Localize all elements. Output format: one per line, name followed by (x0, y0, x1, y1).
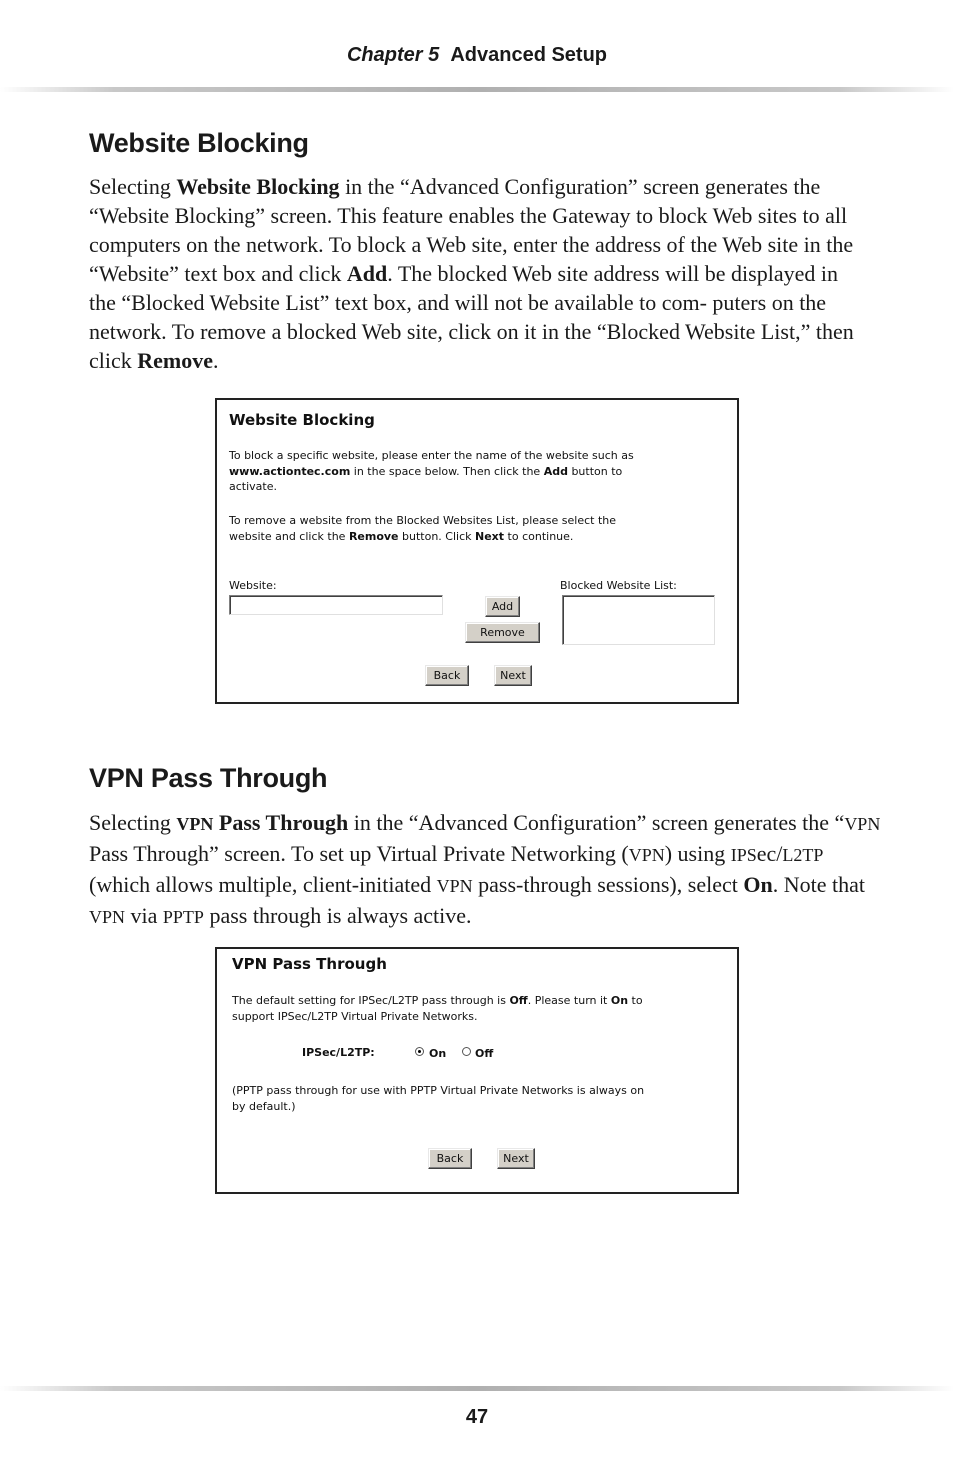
add-button[interactable]: Add (485, 596, 520, 617)
chapter-label: Chapter 5 (346, 44, 440, 66)
back-button[interactable]: Back (428, 1148, 472, 1169)
remove-instruction-text: To remove a website from the Blocked Websites List, please select the website and click the Remove button. Click Next to continue. (229, 514, 617, 543)
next-button[interactable]: Next (494, 665, 532, 686)
pptp-note: (PPTP pass through for use with PPTP Virtual Private Networks is always on by default.) (232, 1084, 645, 1113)
on-radio[interactable] (415, 1047, 424, 1056)
blocked-list-label: Blocked Website List: (560, 579, 677, 592)
running-header (0, 44, 954, 67)
screen-title: Website Blocking (229, 411, 375, 429)
vpn-paragraph: Selecting VPN Pass Through in the “Advanced Configuration” screen generates the “VPN Pass Through” screen. To set up Virtual Private Networking (VPN) using IPSec/L2TP (which allows multiple, client-initiated VPN pass-through sessions), select On. Note that VPN via PPTP pass through is always active. (89, 810, 881, 928)
vpn-pass-through-screenshot (215, 947, 739, 1194)
next-button[interactable]: Next (497, 1148, 535, 1169)
footer-rule (0, 1386, 954, 1391)
header-rule (0, 87, 954, 92)
chapter-title: Advanced Setup (450, 44, 608, 66)
ipsec-label: IPSec/L2TP: (302, 1046, 375, 1059)
website-input[interactable] (229, 595, 443, 615)
website-blocking-screenshot (215, 398, 739, 704)
back-button[interactable]: Back (425, 665, 469, 686)
remove-button[interactable]: Remove (465, 622, 540, 643)
section-heading-website-blocking: Website Blocking (89, 128, 309, 158)
off-label: Off (475, 1047, 494, 1060)
screen-title: VPN Pass Through (232, 955, 387, 973)
website-blocking-paragraph: Selecting Website Blocking in the “Advanced Configuration” screen generates the “Website Blocking” screen. This feature enables the Gateway to block Web sites to all computers on the network. To block a Web site, enter the address of the Web site in the “Website” text box and click Add. The blocked Web site address will be displayed in the “Blocked Website List” text box, and will not be available to com- puters on the network. To remove a blocked Web site, click on it in the “Blocked Website List,” then click Remove. (89, 174, 854, 373)
instruction-text: To block a specific website, please enter the name of the website such as www.actiontec.com in the space below. Then click the Add button to activate. (229, 449, 634, 493)
off-radio[interactable] (462, 1047, 471, 1056)
website-label: Website: (229, 579, 277, 592)
on-label: On (429, 1047, 447, 1060)
page-number: 47 (465, 1406, 489, 1428)
default-setting-text: The default setting for IPSec/L2TP pass through is Off. Please turn it On to support IPSec/L2TP Virtual Private Networks. (232, 994, 643, 1023)
blocked-website-list[interactable] (562, 595, 715, 645)
section-heading-vpn: VPN Pass Through (89, 763, 328, 793)
